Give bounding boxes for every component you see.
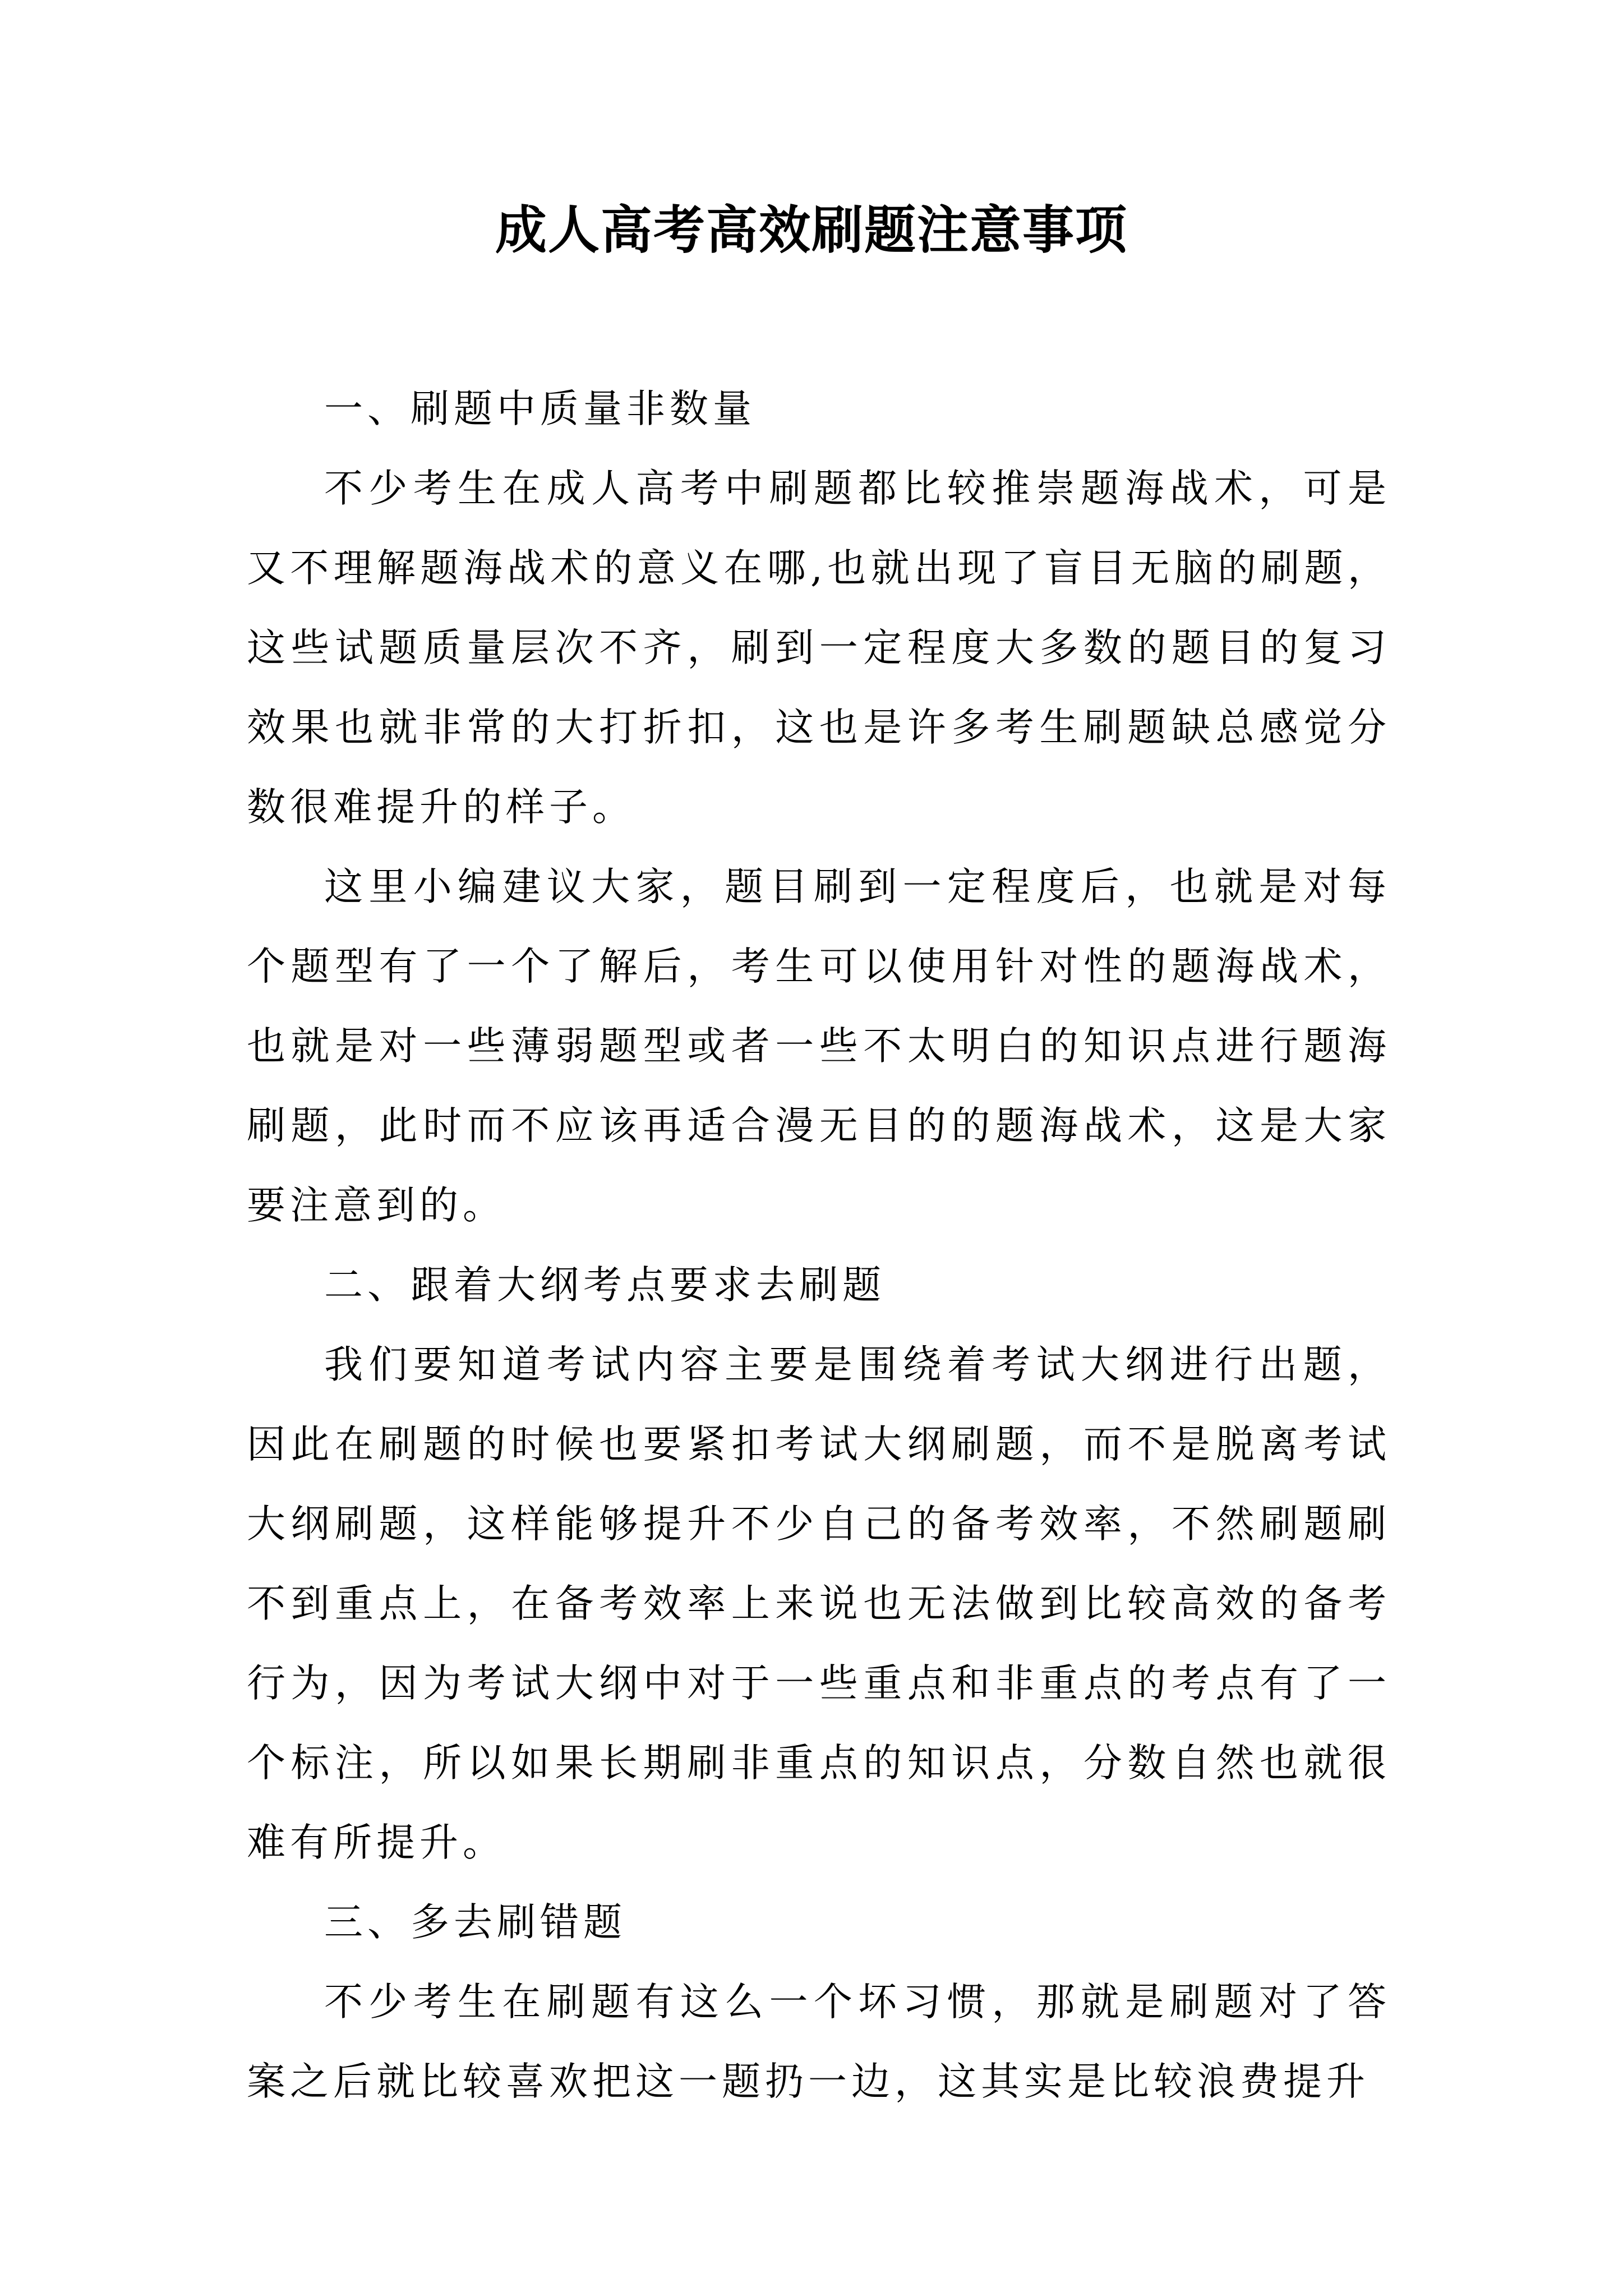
paragraph: 这里小编建议大家，题目刷到一定程度后，也就是对每个题型有了一个了解后，考生可以使用针对性的题海战术，也就是对一些薄弱题型或者一些不太明白的知识点进行题海刷题，此时而不应该再适合漫无目的的题海战术，这是大家要注意到的。 <box>247 864 1391 1228</box>
section-heading-3: 三、多去刷错题 <box>324 1900 626 1945</box>
page-title: 成人高考高效刷题注意事项 <box>495 200 1128 260</box>
paragraph: 不少考生在刷题有这么一个坏习惯，那就是刷题对了答案之后就比较喜欢把这一题扔一边，这其实是比较浪费提升 <box>247 1980 1391 2104</box>
section-heading-2: 二、跟着大纲考点要求去刷题 <box>324 1263 886 1308</box>
section-heading-1: 一、刷题中质量非数量 <box>324 386 756 431</box>
paragraph: 我们要知道考试内容主要是围绕着考试大纲进行出题，因此在刷题的时候也要紧扣考试大纲刷题，而不是脱离考试大纲刷题，这样能够提升不少自己的备考效率，不然刷题刷不到重点上，在备考效率上来说也无法做到比较高效的备考行为，因为考试大纲中对于一些重点和非重点的考点有了一个标注，所以如果长期刷非重点的知识点，分数自然也就很难有所提升。 <box>247 1342 1391 1865</box>
paragraph: 不少考生在成人高考中刷题都比较推崇题海战术，可是又不理解题海战术的意义在哪,也就出现了盲目无脑的刷题，这些试题质量层次不齐，刷到一定程度大多数的题目的复习效果也就非常的大打折扣，这也是许多考生刷题缺总感觉分数很难提升的样子。 <box>247 466 1391 830</box>
document-body <box>247 369 1391 2122</box>
